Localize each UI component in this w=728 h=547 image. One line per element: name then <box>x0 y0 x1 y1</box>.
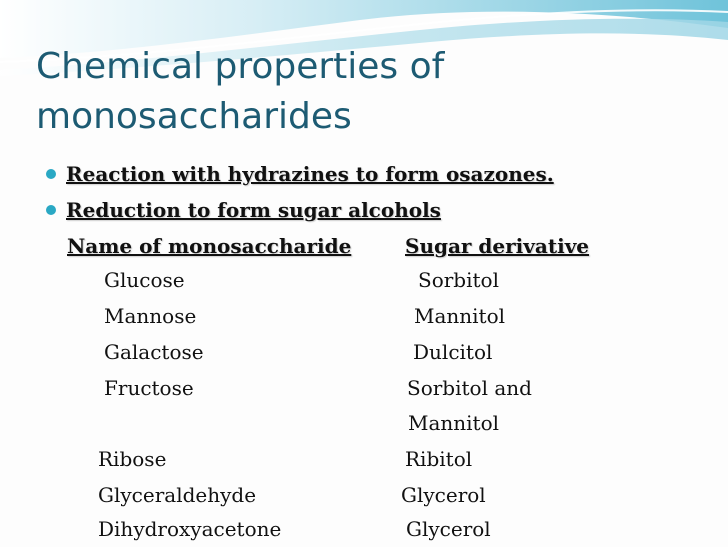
slide-title-line-1: Chemical properties of <box>36 46 445 87</box>
sugar-derivative: Dulcitol <box>413 340 493 364</box>
sugar-derivative: Sorbitol <box>418 268 499 292</box>
sugar-derivative: Glycerol <box>406 517 491 541</box>
table-header-sugar-derivative: Sugar derivative <box>405 234 590 258</box>
slide-title <box>36 42 444 142</box>
monosaccharide-name: Galactose <box>104 340 204 364</box>
sugar-derivative: Mannitol <box>414 304 506 328</box>
bullet-text: Reduction to form sugar alcohols <box>66 198 441 222</box>
sugar-derivative: Mannitol <box>408 411 500 435</box>
bullet-item-osazones <box>44 156 554 192</box>
monosaccharide-name: Fructose <box>104 376 194 400</box>
sugar-derivative: Sorbitol and <box>407 376 532 400</box>
monosaccharide-name: Glucose <box>104 268 185 292</box>
bullet-text: Reaction with hydrazines to form osazones. <box>66 162 554 186</box>
monosaccharide-name: Ribose <box>98 447 167 471</box>
bullet-dot-icon <box>46 205 56 215</box>
bullet-list <box>44 156 554 228</box>
sugar-derivative: Glycerol <box>401 483 486 507</box>
monosaccharide-name: Glyceraldehyde <box>98 483 257 507</box>
sugar-derivative: Ribitol <box>405 447 473 471</box>
slide-title-line-2: monosaccharides <box>36 96 352 137</box>
monosaccharide-name: Mannose <box>104 304 197 328</box>
monosaccharide-name: Dihydroxyacetone <box>98 517 282 541</box>
bullet-dot-icon <box>46 169 56 179</box>
bullet-item-sugar-alcohols <box>44 192 554 228</box>
table-header-monosaccharide: Name of monosaccharide <box>67 234 352 258</box>
